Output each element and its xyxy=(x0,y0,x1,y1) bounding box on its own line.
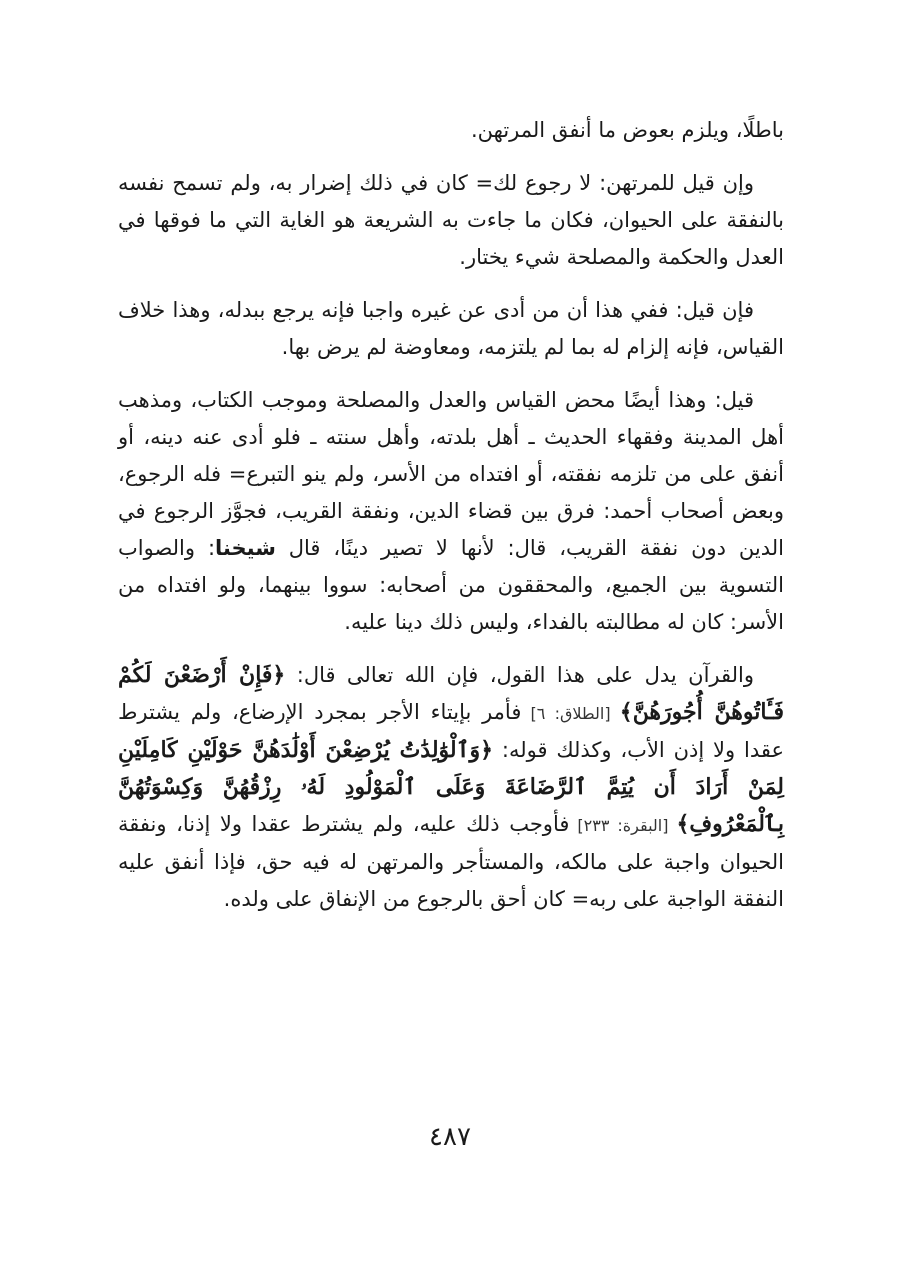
paragraph-text: فإن قيل: ففي هذا أن من أدى عن غيره واجبا فإنه يرجع ببدله، وهذا خلاف القياس، فإنه إلزام له بما لم يلتزمه، ومعاوضة لم يرض بها. xyxy=(118,298,784,359)
paragraph-p3 xyxy=(118,292,784,366)
paragraph-text: فأمر بإيتاء الأجر بمجرد الإرضاع، ولم يشترط عقدا ولا إذن الأب، وكذلك قوله: xyxy=(118,700,784,762)
paragraph-text: وإن قيل للمرتهن: لا رجوع لك= كان في ذلك إضرار به، ولم تسمح نفسه بالنفقة على الحيوان، فكان ما جاءت به الشريعة هو الغاية التي ما فوقها في العدل والحكمة والمصلحة شيء يختار. xyxy=(118,171,784,269)
emphasized-name: شيخنا xyxy=(215,536,276,560)
quran-verse: ﴿فَإِنْ أَرْضَعْنَ لَكُمْ فَـَٔاتُوهُنَّ أُجُورَهُنَّ﴾ xyxy=(118,662,784,725)
page-number: ٤٨٧ xyxy=(429,1122,471,1152)
quran-verse: ﴿وَٱلْوَٰلِدَٰتُ يُرْضِعْنَ أَوْلَٰدَهُنَّ حَوْلَيْنِ كَامِلَيْنِ لِمَنْ أَرَادَ أَن يُتِمَّ ٱلرَّضَاعَةَ وَعَلَى ٱلْمَوْلُودِ لَهُۥ رِزْقُهُنَّ وَكِسْوَتُهُنَّ بِٱلْمَعْرُوفِ﴾ xyxy=(118,737,784,837)
paragraph-text: قيل: وهذا أيضًا محض القياس والعدل والمصلحة وموجب الكتاب، ومذهب أهل المدينة وفقهاء الحديث ـ أهل بلدته، وأهل سنته ـ فلو أدى عنه دينه، أو أنفق على من تلزمه نفقته، أو افتداه من الأسر، ولم ينو التبرع= فله الرجوع، وبعض أصحاب أحمد: فرق بين قضاء الدين، ونفقة القريب، فجوَّز الرجوع في الدين دون نفقة القريب، قال: لأنها لا تصير دينًا، قال xyxy=(118,388,784,560)
paragraph-text: فأوجب ذلك عليه، ولم يشترط عقدا ولا إذنا، ونفقة الحيوان واجبة على مالكه، والمستأجر والمرتهن له فيه حق، فإذا أنفق عليه النفقة الواجبة على ربه= كان أحق بالرجوع من الإنفاق على ولده. xyxy=(118,812,784,911)
verse-reference: [الطلاق: ٦] xyxy=(521,704,620,723)
paragraph-p1 xyxy=(118,112,784,149)
paragraph-text: باطلًا، ويلزم بعوض ما أنفق المرتهن. xyxy=(471,118,784,142)
paragraph-text: : والصواب التسوية بين الجميع، والمحققون من أصحابه: سووا بينهما، ولو افتداه من الأسر: كان له مطالبته بالفداء، وليس ذلك دينا عليه. xyxy=(118,536,784,634)
paragraph-p5 xyxy=(118,657,784,918)
verse-reference: [البقرة: ٢٣٣] xyxy=(569,816,677,835)
paragraph-p4 xyxy=(118,382,784,641)
paragraph-p2 xyxy=(118,165,784,276)
body-text xyxy=(118,112,784,934)
paragraph-text: والقرآن يدل على هذا القول، فإن الله تعالى قال: xyxy=(285,663,754,687)
